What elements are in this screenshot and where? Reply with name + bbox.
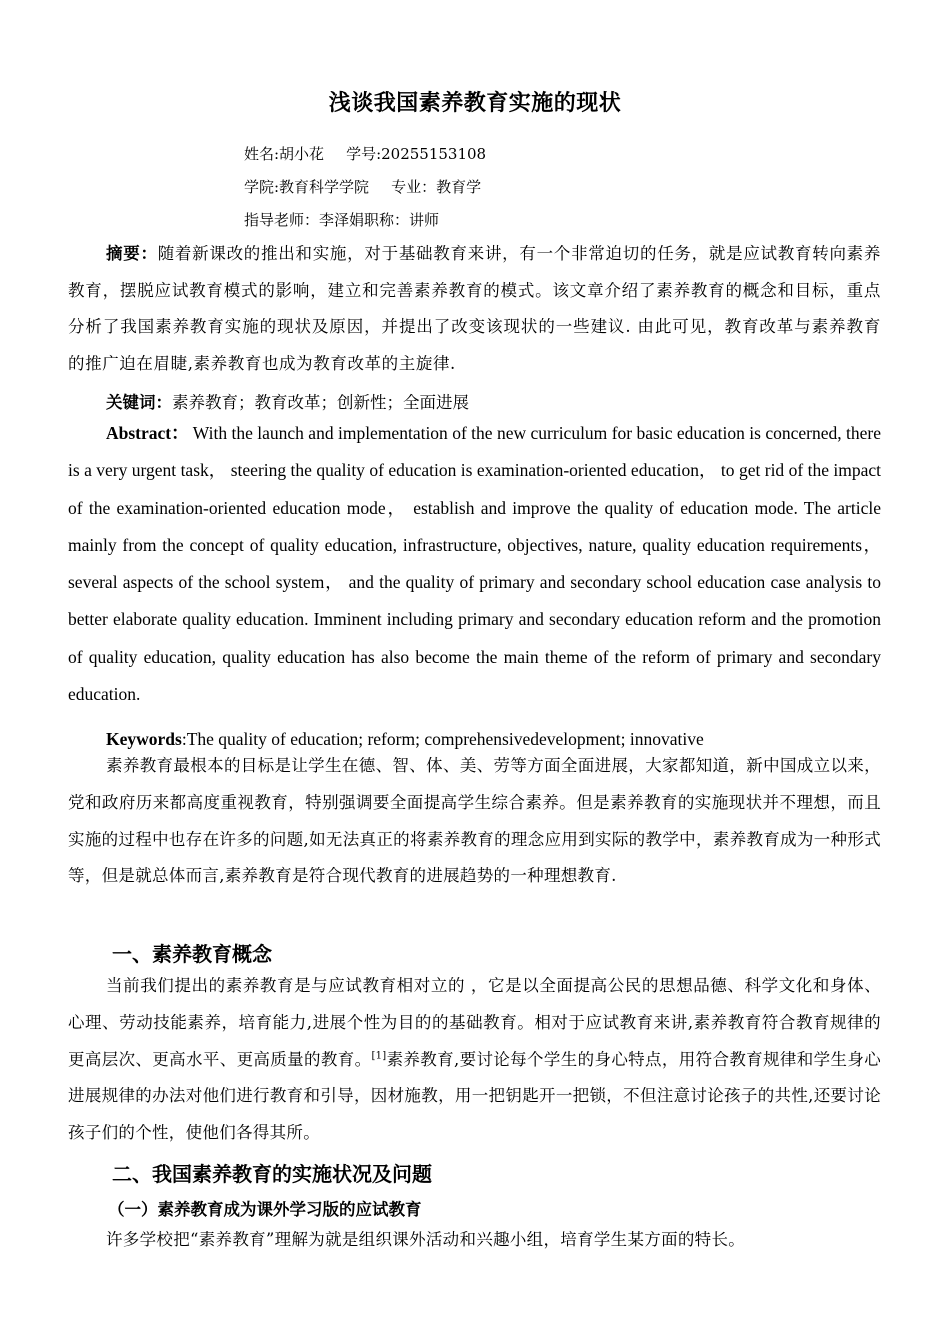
citation-ref: [1]: [371, 1050, 387, 1062]
advisor-line: 指导老师：李泽娟职称：讲师: [244, 211, 440, 229]
subsection1-heading: （一）素养教育成为课外学习版的应试教育: [108, 1200, 422, 1219]
abstract-zh-label: 摘要：: [106, 244, 158, 263]
college-line: [244, 177, 481, 197]
abstract-en-label: Abstract：: [106, 423, 189, 443]
keywords-zh-label: 关键词：: [106, 393, 172, 412]
keywords-en-text: :The quality of education; reform; comprehensivedevelopment; innovative: [181, 729, 704, 749]
keywords-zh: [106, 389, 469, 413]
section1-text-a: 当前我们提出的素养教育是与应试教育相对立的 ，它是以全面提高公民的思想品德、科学文化和身体、心理、劳动技能素养，培育能力,进展个性为目的的基础教育。相对于应试教育来讲,素养教育符合教育规律的更高层次、更高水平、更高质量的教育。: [68, 976, 881, 1069]
student-id: 学号:20255153108: [346, 145, 487, 163]
abstract-zh-text: 随着新课改的推出和实施，对于基础教育来讲，有一个非常迫切的任务，就是应试教育转向素养教育，摆脱应试教育模式的影响，建立和完善素养教育的模式。该文章介绍了素养教育的概念和目标，重点分析了我国素养教育实施的现状及原因，并提出了改变该现状的一些建议. 由此可见，教育改革与素养教育的推广迫在眉睫,素养教育也成为教育改革的主旋律.: [68, 244, 881, 373]
college: 学院:教育科学学院: [244, 178, 370, 196]
section1-paragraph: [68, 968, 881, 1152]
intro-paragraph: 素养教育最根本的目标是让学生在德、智、体、美、劳等方面全面进展，大家都知道，新中国成立以来，党和政府历来都高度重视教育，特别强调要全面提高学生综合素养。但是素养教育的实施现状并不理想，而且实施的过程中也存在许多的问题,如无法真正的将素养教育的理念应用到实际的教学中，素养教育成为一种形式等，但是就总体而言,素养教育是符合现代教育的进展趋势的一种理想教育.: [68, 756, 881, 886]
section1-text-b: 素养教育,要讨论每个学生的身心特点，用符合教育规律和学生身心进展规律的办法对他们进行教育和引导，因材施教，用一把钥匙开一把锁，不但注意讨论孩子的共性,还要讨论孩子们的个性，使他们各得其所。: [68, 1049, 881, 1143]
author-name: 姓名:胡小花: [244, 145, 325, 163]
author-line: [244, 144, 486, 164]
section2-heading: 二、我国素养教育的实施状况及问题: [112, 1162, 432, 1186]
keywords-zh-text: 素养教育；教育改革；创新性；全面进展: [172, 393, 469, 412]
section1-heading: 一、素养教育概念: [112, 942, 272, 966]
abstract-zh: [68, 236, 881, 382]
paper-title: 浅谈我国素养教育实施的现状: [328, 91, 622, 116]
subsection1-paragraph: 许多学校把“素养教育”理解为就是组织课外活动和兴趣小组，培育学生某方面的特长。: [106, 1230, 746, 1249]
abstract-en-text: With the launch and implementation of the new curriculum for basic education is concerned, there is a very urgent task， steering the quality of education is examination-oriented education， to get rid of the impact of the examination-oriented education mode， establish and improve the quality of education mode. The article mainly from the concept of quality education, infrastructure, objectives, nature, quality education requirements， several aspects of the school system， and the quality of primary and secondary school education case analysis to better elaborate quality education. Imminent including primary and secondary education reform and the promotion of quality education, quality education has also become the main theme of the reform of primary and secondary education.: [68, 423, 882, 705]
keywords-en-label: Keywords: [106, 729, 182, 749]
major: 专业：教育学: [391, 178, 482, 196]
abstract-en: [68, 415, 881, 713]
